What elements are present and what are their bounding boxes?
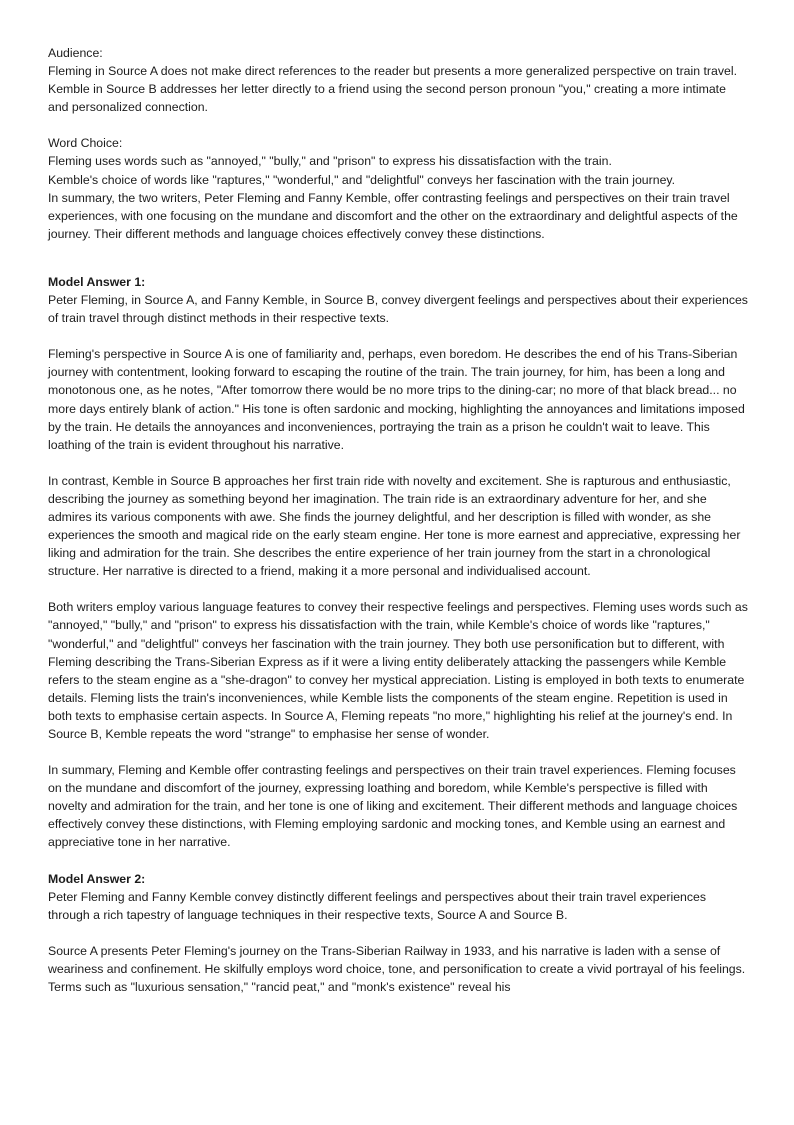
audience-kemble: Kemble in Source B addresses her letter directly to a friend using the second person pronoun "you," creating a more intimate and personalized connection. (48, 82, 726, 115)
model-answer-1-paragraph: Peter Fleming, in Source A, and Fanny Kemble, in Source B, convey divergent feelings and perspectives about their experiences of train travel through distinct methods in their respective texts. (48, 293, 748, 326)
model-answer-1-heading: Model Answer 1: (48, 274, 146, 289)
model-answer-1-paragraph: Fleming's perspective in Source A is one of familiarity and, perhaps, even boredom. He describes the end of his Trans-Siberian journey with contentment, looking forward to escaping the routine of the train. The train journey, for him, has been a long and monotonous one, as he notes, "After tomorrow there would be no more trips to the dining-car; no more of that black bread... no more days entirely blank of action." His tone is often sardonic and mocking, highlighting the annoyances and limitations imposed by the train. He details the annoyances and inconveniences, portraying the train as a prison he couldn't wait to leave. This loathing of the train is evident throughout his narrative. (48, 347, 745, 452)
model-answer-2-heading: Model Answer 2: (48, 871, 146, 886)
model-answer-2-paragraph: Peter Fleming and Fanny Kemble convey distinctly different feelings and perspectives about their train travel experiences through a rich tapestry of language techniques in their respective texts, Source A and Source B. (48, 889, 707, 922)
model-answer-1-paragraph: Both writers employ various language features to convey their respective feelings and perspectives. Fleming uses words such as "annoyed," "bully," and "prison" to express his dissatisfaction with the train, while Kemble's choice of words like "raptures," "wonderful," and "delightful" conveys her fascination with the train journey. They both use personification but to different, with Fleming describing the Trans-Siberian Express as if it were a living entity deliberately attacking the passengers while Kemble refers to the steam engine as a "she-dragon" to convey her mystical appreciation. Listing is employed in both texts to enumerate details. Fleming lists the train's inconveniences, while Kemble lists the components of the steam engine. Repetition is used in both texts to emphasise certain aspects. In Source A, Fleming repeats "no more," highlighting his relief at the journey's end. In Source B, Kemble repeats the word "strange" to emphasise her sense of wonder. (48, 600, 748, 741)
audience-label: Audience: (48, 46, 103, 60)
model-answer-1-paragraph: In summary, Fleming and Kemble offer contrasting feelings and perspectives on their train travel experiences. Fleming focuses on the mundane and discomfort of the journey, expressing loathing and boredom, while Kemble's perspective is filled with novelty and admiration for the train, and her tone is one of liking and excitement. Their different methods and language choices effectively convey these distinctions, with Fleming employing sardonic and mocking tones, and Kemble using an earnest and appreciative tone in her narrative. (48, 763, 738, 850)
wordchoice-kemble: Kemble's choice of words like "raptures," "wonderful," and "delightful" conveys her fascination with the train journey. (48, 172, 676, 187)
spacer (48, 243, 748, 273)
spacer (48, 743, 748, 761)
model-answer-2-paragraph: Source A presents Peter Fleming's journey on the Trans-Siberian Railway in 1933, and his narrative is laden with a sense of weariness and confinement. He skilfully employs word choice, tone, and personification to create a vivid portrayal of his feelings. Terms such as "luxurious sensation," "rancid peat," and "monk's existence" reveal his (48, 943, 746, 995)
audience-fleming: Fleming in Source A does not make direct references to the reader but presents a more generalized perspective on train travel. (48, 64, 737, 79)
section1-summary: In summary, the two writers, Peter Fleming and Fanny Kemble, offer contrasting feelings and perspectives on their train travel experiences, with one focusing on the mundane and discomfort and the other on the extraordinary and delightful aspects of the journey. Their different methods and language choices effectively convey these distinctions. (48, 190, 738, 241)
spacer (48, 116, 748, 134)
spacer (48, 924, 748, 942)
spacer (48, 454, 748, 472)
wordchoice-fleming: Fleming uses words such as "annoyed," "bully," and "prison" to express his dissatisfaction with the train. (48, 154, 612, 169)
spacer (48, 852, 748, 870)
spacer (48, 327, 748, 345)
wordchoice-label: Word Choice: (48, 136, 123, 151)
spacer (48, 580, 748, 598)
model-answer-1-paragraph: In contrast, Kemble in Source B approaches her first train ride with novelty and excitement. She is rapturous and enthusiastic, describing the journey as something beyond her imagination. The train ride is an extraordinary adventure for her, and she admires its various components with awe. She finds the journey delightful, and her description is filled with wonder, as she experiences the smooth and magical ride on the early steam engine. Her tone is more earnest and appreciative, expressing her liking and admiration for the train. She describes the entire experience of her train journey from the start in a chronological structure. Her narrative is directed to a friend, making it a more personal and individualised account. (48, 473, 741, 579)
